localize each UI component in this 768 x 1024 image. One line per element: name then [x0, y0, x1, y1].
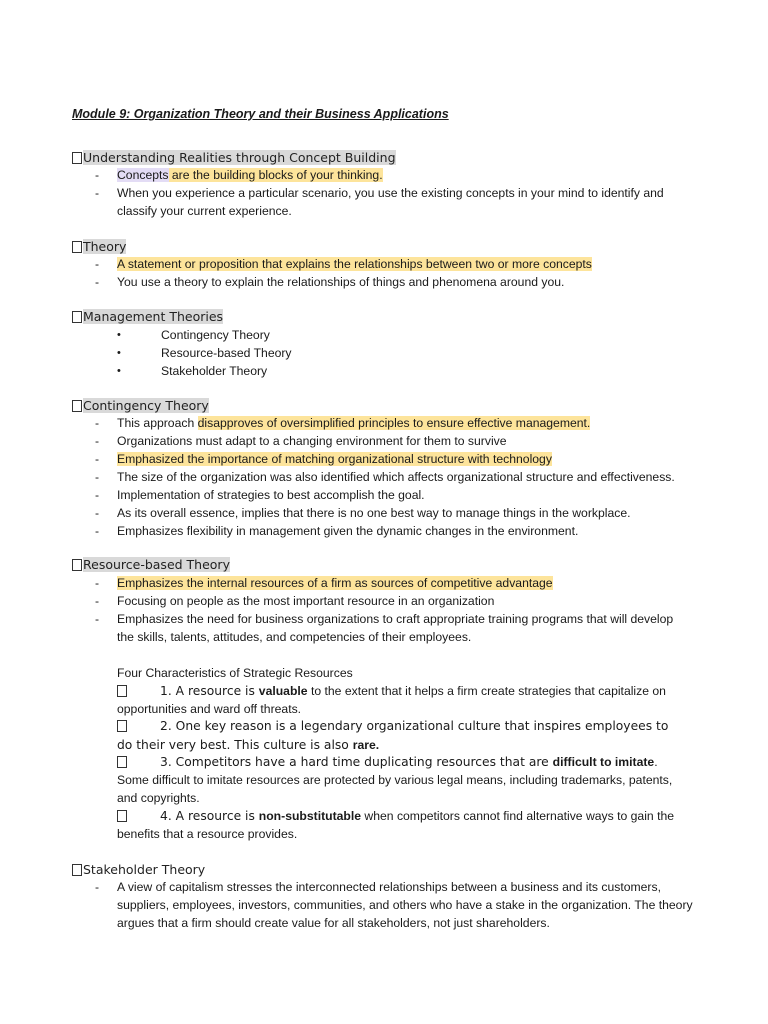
dash-marker: -: [95, 434, 100, 448]
dash-marker: -: [95, 594, 100, 608]
heading-text: Theory: [83, 239, 127, 254]
box-glyph-icon: [72, 241, 82, 253]
item-text: Emphasizes the need for business organizations to craft appropriate training programs that will develop: [117, 612, 674, 626]
item-text: When you experience a particular scenario, you use the existing concepts in your mind to identify and: [117, 186, 664, 200]
section-heading-management-theories: [72, 309, 223, 324]
item-text: Organizations must adapt to a changing environment for them to survive: [117, 434, 507, 448]
heading-text: Contingency Theory: [83, 398, 209, 413]
box-glyph-icon: [117, 810, 127, 822]
item-text: Stakeholder Theory: [161, 364, 268, 378]
characteristic-item: 4. A resource is non-substitutable when competitors cannot find alternative ways to gain the: [117, 807, 697, 825]
highlighted-text: are the building blocks of your thinking.: [168, 168, 383, 182]
box-glyph-icon: [72, 559, 82, 571]
characteristic-item-continuation: opportunities and ward off threats.: [117, 702, 302, 716]
dash-marker: -: [95, 452, 100, 466]
highlighted-text: A statement or proposition that explains the relationships between two or more concepts: [117, 257, 592, 271]
box-glyph-icon: [72, 152, 82, 164]
heading-text: Stakeholder Theory: [83, 862, 206, 877]
item-text: Contingency Theory: [161, 328, 270, 342]
section-heading-contingency-theory: [72, 398, 209, 413]
item-text: the skills, talents, attitudes, and competencies of their employees.: [117, 630, 472, 644]
section-heading-stakeholder-theory: [72, 862, 205, 877]
item-text: You use a theory to explain the relationships of things and phenomena around you.: [117, 275, 565, 289]
item-text: Resource-based Theory: [161, 346, 292, 360]
dash-marker: -: [95, 470, 100, 484]
characteristic-item-continuation: and copyrights.: [117, 791, 200, 805]
characteristic-item: 3. Competitors have a hard time duplicating resources that are difficult to imitate.: [117, 753, 697, 771]
dash-marker: -: [95, 506, 100, 520]
box-glyph-icon: [117, 756, 127, 768]
subsection-title: Four Characteristics of Strategic Resources: [117, 666, 353, 680]
item-text: suppliers, employees, investors, communities, and others who have a stake in the organization. The theory: [117, 898, 693, 912]
dash-marker: -: [95, 524, 100, 538]
page-title: Module 9: Organization Theory and their Business Applications: [72, 107, 449, 121]
box-glyph-icon: [72, 864, 82, 876]
item-text: As its overall essence, implies that there is no one best way to manage things in the workplace.: [117, 506, 631, 520]
heading-text: Management Theories: [83, 309, 224, 324]
box-glyph-icon: [117, 720, 127, 732]
bullet-marker: •: [117, 365, 121, 377]
characteristic-item-continuation: benefits that a resource provides.: [117, 827, 298, 841]
box-glyph-icon: [117, 685, 127, 697]
bullet-marker: •: [117, 329, 121, 341]
item-text: Focusing on people as the most important resource in an organization: [117, 594, 495, 608]
dash-marker: -: [95, 257, 100, 271]
dash-marker: -: [95, 612, 100, 626]
highlighted-text: Emphasized the importance of matching organizational structure with technology: [117, 452, 552, 466]
dash-marker: -: [95, 576, 100, 590]
characteristic-item: 2. One key reason is a legendary organizational culture that inspires employees to: [117, 717, 697, 735]
dash-marker: -: [95, 186, 100, 200]
item-text: classify your current experience.: [117, 204, 292, 218]
dash-marker: -: [95, 168, 100, 182]
bullet-marker: •: [117, 347, 121, 359]
characteristic-item: 1. A resource is valuable to the extent that it helps a firm create strategies that capitalize on: [117, 682, 697, 700]
heading-text: Resource-based Theory: [83, 557, 230, 572]
dash-marker: -: [95, 275, 100, 289]
item-text: Emphasizes flexibility in management given the dynamic changes in the environment.: [117, 524, 579, 538]
section-heading-concept-building: [72, 150, 396, 165]
highlighted-text: disapproves of oversimplified principles to ensure effective management.: [197, 416, 591, 430]
item-text: argues that a firm should create value for all stakeholders, not just shareholders.: [117, 916, 550, 930]
box-glyph-icon: [72, 400, 82, 412]
highlighted-text: Emphasizes the internal resources of a firm as sources of competitive advantage: [117, 576, 553, 590]
item-text: Implementation of strategies to best accomplish the goal.: [117, 488, 425, 502]
characteristic-item-continuation: do their very best. This culture is also rare.: [117, 738, 380, 752]
item-text: A view of capitalism stresses the interconnected relationships between a business and its customers,: [117, 880, 661, 894]
characteristic-item-continuation: Some difficult to imitate resources are protected by various legal means, including trademarks, patents,: [117, 773, 673, 787]
heading-text: Understanding Realities through Concept Building: [83, 150, 396, 165]
dash-marker: -: [95, 880, 100, 894]
box-glyph-icon: [72, 311, 82, 323]
dash-marker: -: [95, 416, 100, 430]
highlighted-text: Concepts: [117, 168, 169, 182]
dash-marker: -: [95, 488, 100, 502]
item-text: The size of the organization was also identified which affects organizational structure and effectiveness.: [117, 470, 675, 484]
section-heading-resource-based-theory: [72, 557, 230, 572]
item-text: This approach: [117, 416, 198, 430]
section-heading-theory: [72, 239, 126, 254]
